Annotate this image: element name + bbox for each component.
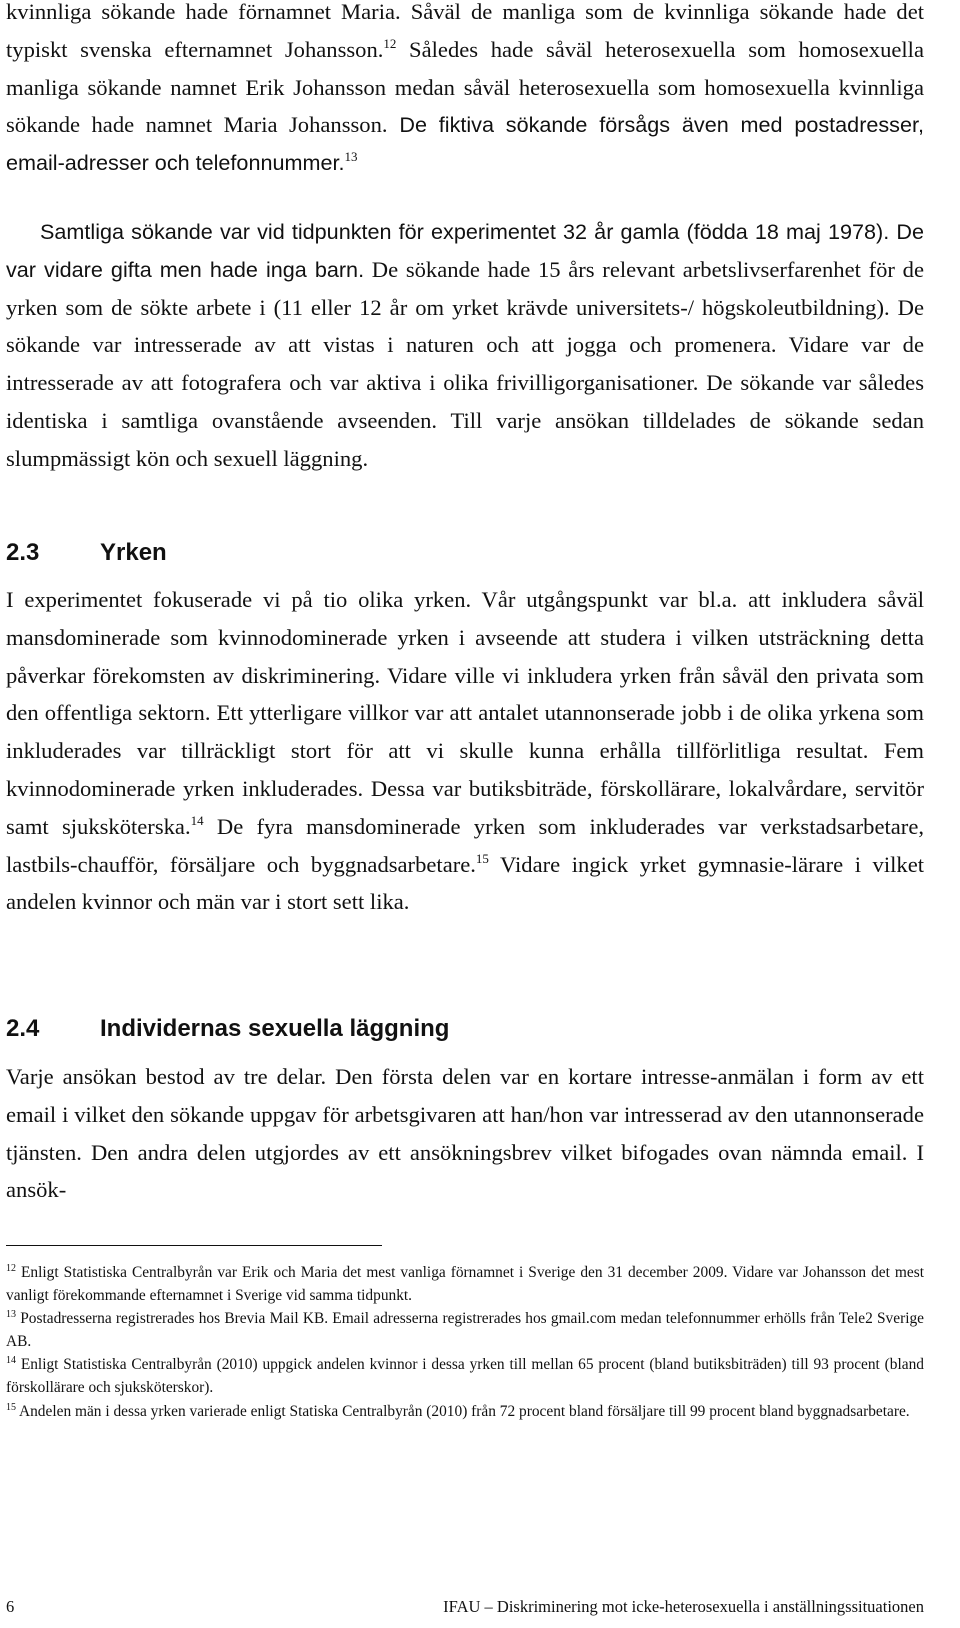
section-number: 2.4	[6, 1015, 40, 1042]
paragraph-text: Vidare ingick yrket gymnasie-lärare i vilket andelen kvinnor och män var i stort sett lika.	[6, 851, 925, 915]
footnote-12	[6, 1262, 924, 1307]
section-heading-2-3	[6, 538, 167, 568]
footnote-ref-15: 15	[475, 850, 489, 866]
paragraph-text: De fiktiva sökande försågs även med postadresser, email-adresser och telefonnummer.	[6, 112, 924, 176]
paragraph-text: Således hade såväl heterosexuella som homosexuella manliga sökande namnet Erik Johansson medan såväl heterosexuella som homosexuella kvinnliga sökande hade namnet Maria Johansson.	[6, 36, 924, 138]
section-title: Individernas sexuella läggning	[100, 1015, 450, 1042]
paragraph-applicant-profile	[6, 213, 924, 478]
footnote-text: Enligt Statistiska Centralbyrån var Erik och Maria det mest vanliga förnamnet i Sverige den 31 december 2009. Vidare var Johansson det mest vanligt förekommande efternamnet i Sverige vid samma tidpunkt.	[6, 1264, 924, 1304]
paragraph-applicant-names	[6, 0, 924, 182]
footnote-14	[6, 1354, 924, 1399]
footnote-15	[6, 1401, 924, 1424]
footnote-ref-13: 13	[344, 149, 358, 165]
footnote-number: 12	[6, 1263, 16, 1274]
page-footer	[6, 1597, 924, 1621]
section-heading-2-4	[6, 1014, 449, 1044]
footnote-ref-12: 12	[383, 35, 397, 51]
footnote-ref-14: 14	[190, 812, 204, 828]
footnote-number: 14	[6, 1355, 16, 1367]
paragraph-text: Samtliga sökande var vid tidpunkten för experimentet 32 år gamla (födda 18 maj 1978). De var vidare gifta men hade inga barn.	[6, 219, 924, 282]
footnote-number: 13	[6, 1309, 16, 1321]
footnote-separator	[6, 1245, 382, 1246]
page-number: 6	[6, 1597, 15, 1616]
paragraph-text: De fyra mansdominerade yrken som inkluderades var verkstadsarbetare, lastbils-chaufför, försäljare och byggnadsarbetare.	[6, 813, 925, 877]
footnote-text: Andelen män i dessa yrken varierade enligt Statiska Centralbyrån (2010) från 72 procent bland försäljare till 99 procent bland byggnadsarbetare.	[16, 1402, 910, 1420]
footnotes	[6, 1262, 924, 1424]
paragraph-occupations	[6, 581, 924, 921]
footnote-text: Enligt Statistiska Centralbyrån (2010) uppgick andelen kvinnor i dessa yrken till mellan 65 procent (bland butiksbiträden) till 93 procent (bland förskollärare och sjuksköterskor).	[6, 1356, 924, 1396]
footnote-text: Postadresserna registrerades hos Brevia Mail KB. Email adresserna registrerades hos gmail.com medan telefonnummer erhölls från Tele2 Sverige AB.	[6, 1310, 924, 1350]
footnote-13	[6, 1308, 924, 1353]
footnote-number: 15	[6, 1401, 16, 1413]
section-number: 2.3	[6, 539, 40, 566]
paragraph-sexual-orientation	[6, 1058, 924, 1209]
paragraph-text: Varje ansökan bestod av tre delar. Den första delen var en kortare intresse-anmälan i form av ett email i vilket den sökande uppgav för arbetsgivaren att han/hon var intresserad av den utannonserade tjänsten. Den andra delen utgjordes av ett ansökningsbrev vilket bifogades ovan nämnda email. I ansök-	[6, 1064, 924, 1203]
paragraph-text: I experimentet fokuserade vi på tio olika yrken. Vår utgångspunkt var bl.a. att inkludera såväl mansdominerade som kvinnodominerade yrken i avseende att studera i vilken utsträckning detta påverkar förekomsten av diskriminering. Vidare ville vi inkludera yrken från såväl den privata som den offentliga sektorn. Ett ytterligare villkor var att antalet utannonserade jobb i de olika yrkena som inkluderades var tillräckligt stort för att vi skulle kunna erhålla tillförlitliga resultat. Fem kvinnodominerade yrken inkluderades. Dessa var butiksbiträde, förskollärare, lokalvårdare, servitör samt sjuksköterska.	[6, 587, 924, 839]
paragraph-text: De sökande hade 15 års relevant arbetslivserfarenhet för de yrken som de sökte arbete i (11 eller 12 år om yrket krävde universitets-/ högskoleutbildning). De sökande var intresserade av att vistas i naturen och att jogga och promenera. Vidare var de intresserade av att fotografera och var aktiva i olika frivilligorganisationer. De sökande var således identiska i samtliga ovanstående avseenden. Till varje ansökan tilldelades de sökande sedan slumpmässigt kön och sexuell läggning.	[6, 256, 924, 471]
running-footer-title: IFAU – Diskriminering mot icke-heterosexuella i anställningssituationen	[443, 1597, 924, 1616]
paragraph-text: kvinnliga sökande hade förnamnet Maria. Såväl de manliga som de kvinnliga sökande hade det typiskt svenska efternamnet Johansson.	[6, 0, 924, 62]
section-title: Yrken	[100, 539, 167, 566]
